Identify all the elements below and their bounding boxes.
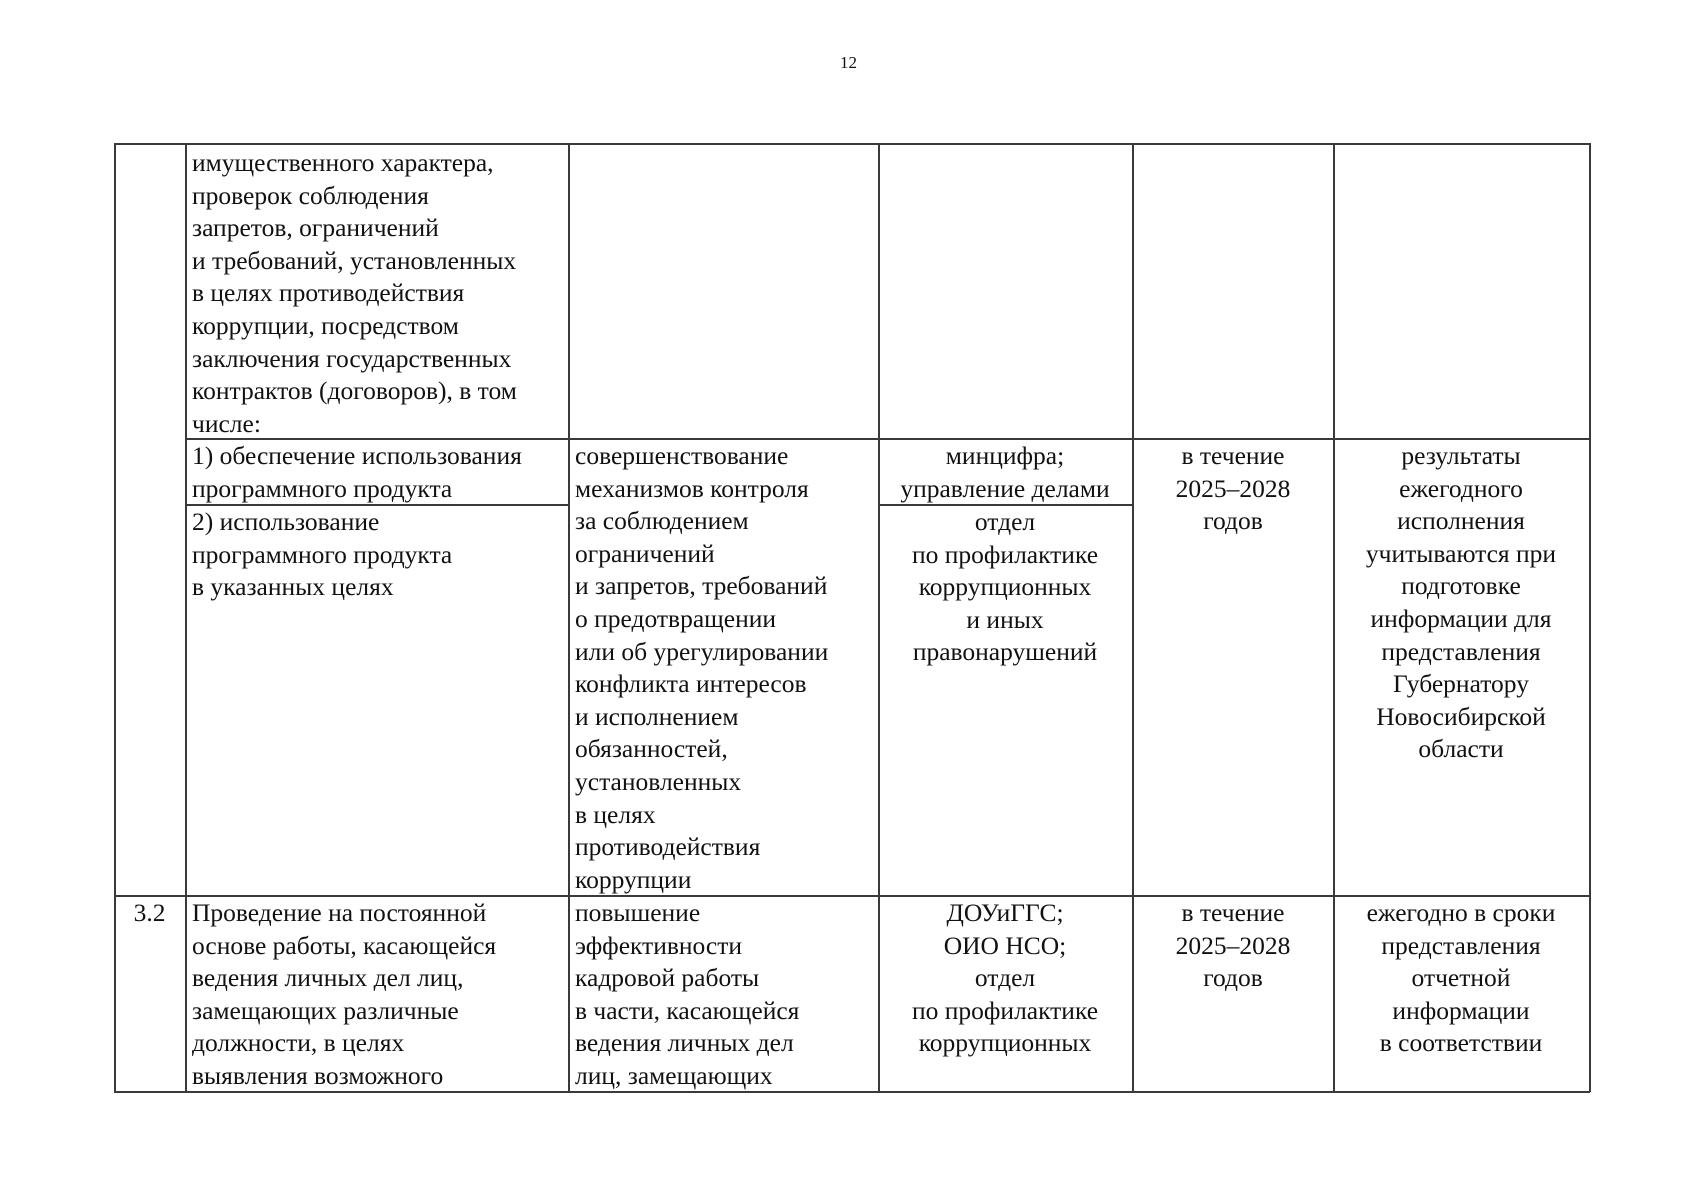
text-line: подготовке bbox=[1401, 571, 1521, 601]
text-line: кадровой работы bbox=[575, 963, 760, 993]
text-line: выявления возможного bbox=[192, 1061, 444, 1090]
text-line: коррупции bbox=[575, 864, 692, 894]
text-line: повышение bbox=[575, 898, 701, 927]
text-line: 2) использование bbox=[192, 507, 380, 536]
text-line: правонарушений bbox=[912, 637, 1098, 667]
text-line: ежегодного bbox=[1399, 473, 1523, 503]
text-line: ежегодно в сроки bbox=[1366, 898, 1556, 927]
text-line: и исполнением bbox=[575, 701, 739, 731]
text-line: области bbox=[1418, 734, 1504, 764]
text-line: в течение bbox=[1181, 898, 1285, 927]
text-line: эффективности bbox=[575, 930, 743, 960]
text-line: проверок соблюдения bbox=[192, 180, 429, 210]
text-line: в течение bbox=[1181, 441, 1285, 470]
text-line: по профилактике bbox=[911, 539, 1099, 569]
text-line: управление делами bbox=[900, 473, 1110, 503]
text-line: механизмов контроля bbox=[575, 473, 809, 503]
text-line: Новосибирской bbox=[1376, 701, 1546, 731]
text-line: запретов, ограничений bbox=[192, 213, 439, 243]
table-left-border bbox=[114, 143, 116, 1092]
text-line: отдел bbox=[974, 963, 1036, 993]
text-line: отдел bbox=[974, 507, 1036, 536]
text-line: или об урегулировании bbox=[575, 636, 829, 666]
text-line: контрактов (договоров), в том bbox=[192, 376, 517, 406]
text-line: исполнения bbox=[1397, 506, 1525, 536]
text-line: в соответствии bbox=[1379, 1028, 1543, 1058]
text-line: числе: bbox=[192, 408, 261, 438]
text-line: о предотвращении bbox=[575, 604, 777, 633]
text-line: программного продукта bbox=[192, 539, 453, 569]
text-line: ОИО НСО; bbox=[943, 930, 1067, 960]
text-line: результаты bbox=[1401, 441, 1521, 470]
text-line: ведения личных дел лиц, bbox=[192, 963, 464, 993]
column-divider-3 bbox=[878, 143, 880, 1092]
text-line: коррупции, посредством bbox=[192, 311, 459, 340]
text-line: заключения государственных bbox=[192, 343, 512, 373]
column-divider-4 bbox=[1132, 143, 1134, 1092]
text-line: коррупционных bbox=[918, 1028, 1092, 1058]
text-line: основе работы, касающейся bbox=[192, 930, 497, 960]
text-line: должности, в целях bbox=[192, 1028, 405, 1058]
text-line: в указанных целях bbox=[192, 572, 394, 602]
text-line: Проведение на постоянной bbox=[192, 898, 487, 927]
text-line: ДОУиГГС; bbox=[946, 898, 1064, 927]
text-line: минцифра; bbox=[945, 441, 1065, 470]
table-top-border bbox=[114, 143, 1590, 145]
text-line: учитываются при bbox=[1365, 538, 1557, 568]
text-line: имущественного характера, bbox=[192, 148, 494, 177]
column-divider-5 bbox=[1333, 143, 1335, 1092]
text-line: в целях bbox=[575, 799, 656, 829]
text-line: по профилактике bbox=[911, 995, 1099, 1025]
text-line: обязанностей, bbox=[575, 734, 728, 764]
text-line: информации bbox=[1392, 995, 1530, 1025]
column-divider-1 bbox=[185, 143, 187, 1092]
column-divider-2 bbox=[568, 143, 570, 1092]
text-line: в части, касающейся bbox=[575, 995, 800, 1025]
text-line: представления bbox=[1381, 930, 1541, 960]
text-line: годов bbox=[1203, 963, 1263, 993]
text-line: ограничений bbox=[575, 538, 715, 568]
text-line: замещающих различные bbox=[192, 995, 459, 1025]
text-line: совершенствование bbox=[575, 441, 789, 470]
text-line: и иных bbox=[966, 604, 1044, 634]
text-line: и требований, установленных bbox=[192, 245, 517, 275]
row-number: 3.2 bbox=[133, 898, 166, 927]
text-line: за соблюдением bbox=[575, 506, 749, 536]
text-line: конфликта интересов bbox=[575, 669, 807, 699]
text-line: ведения личных дел bbox=[575, 1028, 794, 1058]
page-number: 12 bbox=[840, 53, 857, 72]
text-line: установленных bbox=[575, 767, 742, 796]
text-line: коррупционных bbox=[918, 572, 1092, 602]
text-line: 2025–2028 bbox=[1175, 473, 1291, 503]
text-line: представления bbox=[1381, 636, 1541, 666]
text-line: Губернатору bbox=[1393, 669, 1529, 699]
text-line: в целях противодействия bbox=[192, 278, 465, 308]
text-line: и запретов, требований bbox=[575, 571, 828, 601]
text-line: программного продукта bbox=[192, 473, 453, 503]
table-right-border bbox=[1589, 143, 1591, 1092]
text-line: лиц, замещающих bbox=[575, 1061, 773, 1090]
text-line: годов bbox=[1203, 506, 1263, 536]
text-line: 2025–2028 bbox=[1175, 930, 1291, 960]
text-line: информации для bbox=[1370, 604, 1552, 633]
text-line: 1) обеспечение использования bbox=[192, 441, 522, 470]
text-line: противодействия bbox=[575, 832, 761, 862]
text-line: отчетной bbox=[1411, 963, 1511, 993]
